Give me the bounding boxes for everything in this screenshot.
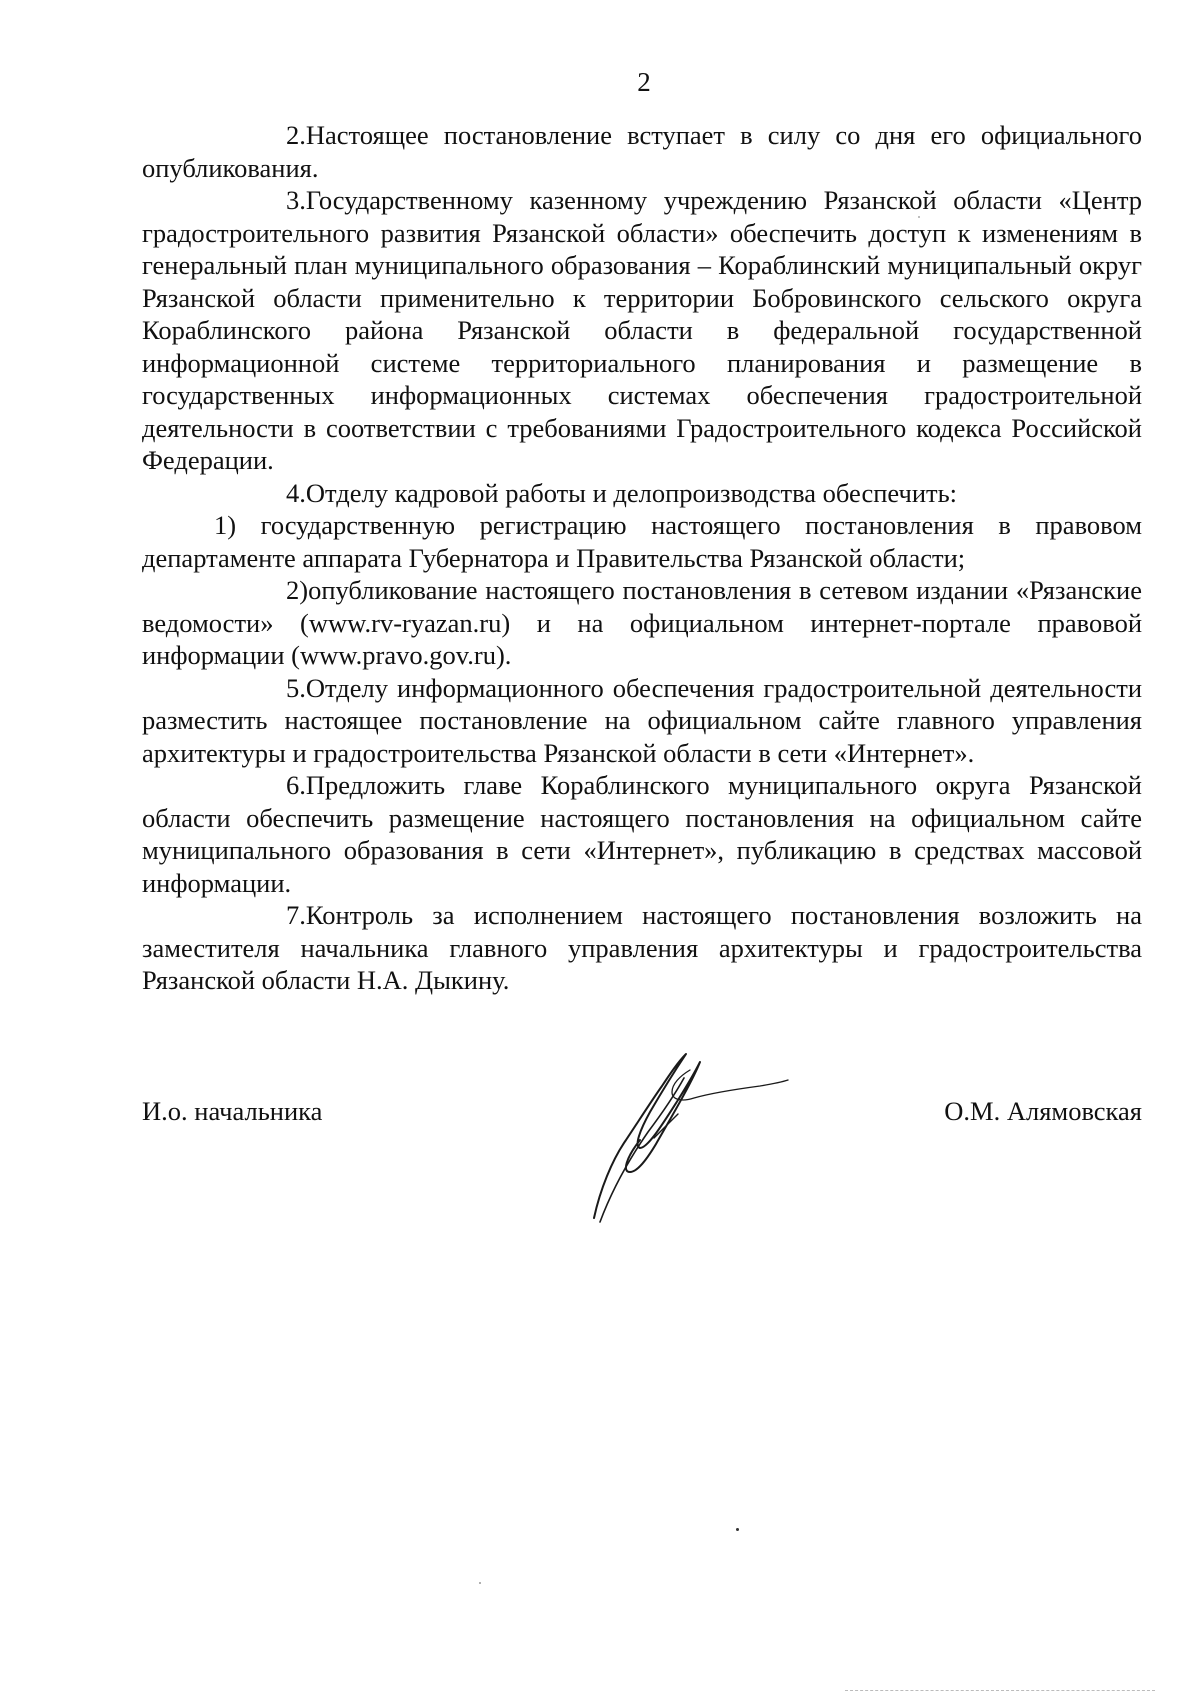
paragraph-text: Предложить главе Кораблинского муниципального округа Рязанской области обеспечить размещение настоящего постановления на официальном сайте муниципального образования в сети «Интернет», публикацию в средствах массовой информации.: [142, 770, 1142, 898]
paragraph-text: Государственному казенному учреждению Рязанской области «Центр градостроительного развития Рязанской области» обеспечить доступ к изменениям в генеральный план муниципального образования – Кораблинский муниципальный округ Рязанской области применительно к территории Бобровинского сельского округа Кораблинского района Рязанской области в федеральной государственной информационной системе территориального планирования и размещение в государственных информационных системах обеспечения градостроительной деятельности в соответствии с требованиями Градостроительного кодекса Российской Федерации.: [142, 185, 1142, 475]
paragraph-text: Настоящее постановление вступает в силу со дня его официального опубликования.: [142, 120, 1142, 183]
paragraph-number: 2): [286, 575, 309, 605]
paragraph-text: государственную регистрацию настоящего постановления в правовом департаменте аппарата Губернатора и Правительства Рязанской области;: [142, 510, 1142, 573]
paragraph-text: опубликование настоящего постановления в сетевом издании «Рязанские ведомости» (www.rv-ryazan.ru) и на официальном интернет-портале правовой информации (www.pravo.gov.ru).: [142, 575, 1142, 670]
scan-speck: [736, 1528, 739, 1531]
paragraph-6: [142, 769, 1142, 899]
handwritten-signature: [560, 1040, 790, 1225]
scan-edge-line: [845, 1690, 1155, 1691]
paragraph-2: [142, 119, 1142, 184]
scan-speck: [918, 216, 920, 218]
paragraph-number: 5.: [286, 672, 306, 703]
paragraph-number: 7.: [286, 900, 306, 930]
paragraph-4-1: [142, 509, 1142, 574]
paragraph-7: [142, 899, 1142, 997]
paragraph-number: 3.: [286, 185, 306, 215]
paragraph-3: [142, 184, 1142, 477]
signatory-title: И.о. начальника: [142, 1096, 323, 1126]
page-number: 2: [637, 67, 651, 97]
paragraph-number: 4.: [286, 477, 306, 508]
document-body: [142, 119, 1142, 997]
paragraph-5: [142, 672, 1142, 770]
paragraph-number: 1): [214, 510, 237, 540]
paragraph-number: 6.: [286, 770, 306, 800]
paragraph-text: Отделу информационного обеспечения градостроительной деятельности разместить настоящее постановление на официальном сайте главного управления архитектуры и градостроительства Рязанской области в сети «Интернет».: [142, 672, 1142, 768]
signatory-name: О.М. Алямовская: [944, 1096, 1142, 1126]
paragraph-4: [142, 477, 1142, 510]
paragraph-4-2: [142, 574, 1142, 672]
paragraph-text: Контроль за исполнением настоящего постановления возложить на заместителя начальника главного управления архитектуры и градостроительства Рязанской области Н.А. Дыкину.: [142, 900, 1142, 995]
paragraph-text: Отделу кадровой работы и делопроизводства обеспечить:: [305, 477, 958, 508]
paragraph-number: 2.: [286, 120, 306, 150]
scan-speck: [479, 1582, 481, 1584]
